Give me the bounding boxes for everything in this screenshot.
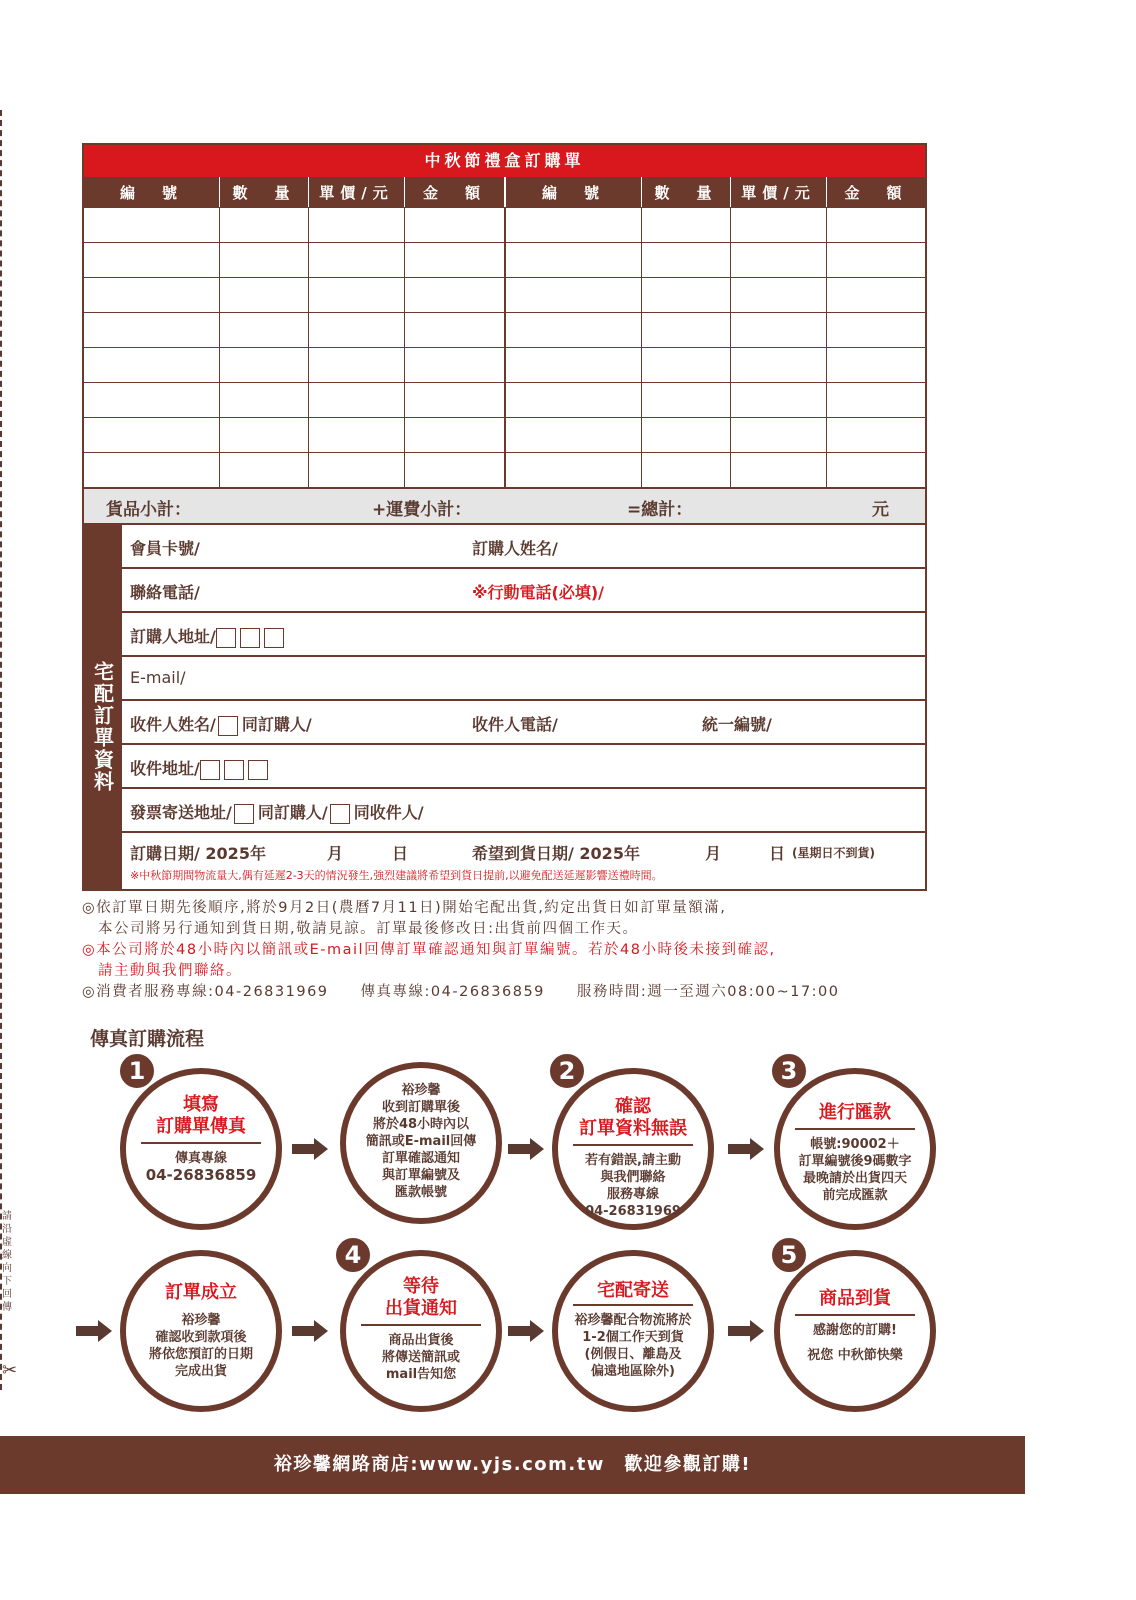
order-cell[interactable] (220, 313, 309, 347)
col-header: 金 額 (405, 177, 506, 207)
note-line: 請主動與我們聯絡。 (82, 963, 242, 979)
receiver-name-field[interactable]: 收件人姓名/ 同訂購人/ (130, 715, 312, 734)
delay-note: ※中秋節期間物流量大,偶有延遲2-3天的情況發生,強烈建議將希望到貨日提前,以避免配送延遲影響送禮時間。 (130, 869, 663, 882)
month-label: 月 (327, 844, 344, 863)
receiver-row (122, 701, 925, 745)
zip-box[interactable] (224, 760, 244, 780)
step-text: 商品出貨後 (388, 1333, 454, 1348)
mobile-field[interactable]: ※行動電話(必填)/ (472, 583, 605, 602)
arrow-right-icon (292, 1320, 328, 1342)
step-text: 感謝您的訂購! (813, 1323, 897, 1338)
tax-id-field[interactable]: 統一編號/ (702, 715, 772, 734)
buyer-address-row (122, 613, 925, 657)
email-field[interactable]: E-mail/ (130, 668, 186, 687)
order-cell[interactable] (827, 313, 925, 347)
order-cell[interactable] (731, 208, 827, 242)
col-header: 編 號 (506, 177, 642, 207)
step-text: 與訂單編號及 (381, 1168, 460, 1183)
step-title: 訂單資料無誤 (579, 1118, 687, 1139)
order-cell[interactable] (405, 348, 506, 382)
grand-total-label: =總計： (627, 500, 693, 520)
order-cell[interactable] (84, 383, 220, 417)
phone-row (122, 569, 925, 613)
order-cell[interactable] (220, 383, 309, 417)
step-text: 前完成匯款 (822, 1188, 888, 1203)
step-text: 帳號:90002＋ (810, 1137, 900, 1152)
invoice-same-receiver-checkbox[interactable] (330, 804, 350, 824)
arrow-right-icon (508, 1320, 544, 1342)
footer-banner: 裕珍馨網路商店:www.yjs.com.tw 歡迎參觀訂購! (0, 1436, 1025, 1494)
order-cell[interactable] (220, 418, 309, 452)
hope-date-field[interactable]: 希望到貨日期/ 2025年 (472, 844, 640, 863)
order-cell[interactable] (642, 243, 731, 277)
order-cell[interactable] (220, 348, 309, 382)
step-receive-order (340, 1062, 502, 1224)
zip-box[interactable] (264, 628, 284, 648)
order-cell[interactable] (506, 348, 642, 382)
step-text: mail告知您 (385, 1367, 457, 1382)
order-cell[interactable] (309, 313, 405, 347)
step-text: 訂單確認通知 (381, 1151, 460, 1166)
step-remit (774, 1068, 936, 1230)
order-cell[interactable] (405, 383, 506, 417)
cut-line (0, 110, 2, 1390)
step-text: 將於48小時內以 (372, 1117, 470, 1132)
step-text: 完成出貨 (174, 1364, 227, 1379)
step-text: 裕珍馨 (401, 1083, 441, 1098)
order-cell[interactable] (642, 453, 731, 487)
member-row (122, 525, 925, 569)
step-title: 等待 (403, 1276, 439, 1297)
order-cell[interactable] (405, 208, 506, 242)
order-cell[interactable] (506, 383, 642, 417)
side-note: 請沿虛線向下回傳 (2, 1211, 12, 1313)
order-cell[interactable] (827, 208, 925, 242)
step-text: 若有錯誤,請主動 (585, 1153, 681, 1168)
step-text: 傳真專線 (174, 1151, 227, 1166)
date-row (122, 833, 925, 889)
order-date-field[interactable]: 訂購日期/ 2025年 (130, 844, 266, 863)
order-cell[interactable] (506, 208, 642, 242)
order-cell[interactable] (84, 348, 220, 382)
shipping-subtotal-label: +運費小計： (372, 500, 472, 520)
col-header: 單價/元 (731, 177, 827, 207)
note-line: ◎本公司將於48小時內以簡訊或E-mail回傳訂單確認通知與訂單編號。若於48小時後未接到確認, (82, 942, 776, 958)
step-text: 匯款帳號 (394, 1185, 447, 1200)
order-cell[interactable] (309, 243, 405, 277)
day-label: 日 (392, 844, 409, 863)
step-text: 將傳送簡訊或 (381, 1350, 460, 1365)
order-cell[interactable] (827, 453, 925, 487)
step-number: 4 (334, 1236, 372, 1274)
phone-field[interactable]: 聯絡電話/ (130, 583, 200, 602)
invoice-same-buyer-checkbox[interactable] (234, 804, 254, 824)
order-cell[interactable] (405, 313, 506, 347)
step-title: 宅配寄送 (597, 1280, 669, 1301)
table-row (84, 242, 925, 277)
order-cell[interactable] (309, 418, 405, 452)
step-arrival (774, 1250, 936, 1412)
table-row (84, 452, 925, 487)
order-cell[interactable] (827, 418, 925, 452)
buyer-address-field[interactable]: 訂購人地址/ (130, 624, 288, 648)
order-cell[interactable] (309, 453, 405, 487)
step-number: 2 (548, 1052, 586, 1090)
member-card-field[interactable]: 會員卡號/ (130, 539, 200, 558)
order-cell[interactable] (642, 208, 731, 242)
order-cell[interactable] (731, 453, 827, 487)
zip-box[interactable] (216, 628, 236, 648)
day-label: 日 (769, 844, 786, 863)
step-text: 祝您 中秋節快樂 (807, 1348, 903, 1363)
order-cell[interactable] (405, 453, 506, 487)
note-line: 本公司將另行通知到貨日期,敬請見諒。訂單最後修改日:出貨前四個工作天。 (82, 921, 639, 937)
arrow-right-icon (728, 1320, 764, 1342)
receiver-phone-field[interactable]: 收件人電話/ (472, 715, 558, 734)
order-cell[interactable] (84, 243, 220, 277)
order-cell[interactable] (731, 383, 827, 417)
step-fill-form (120, 1068, 282, 1230)
step-number: 1 (118, 1052, 156, 1090)
order-cell[interactable] (506, 313, 642, 347)
step-title: 商品到貨 (819, 1288, 891, 1309)
col-header: 數 量 (220, 177, 309, 207)
arrow-right-icon (728, 1138, 764, 1160)
table-row (84, 347, 925, 382)
arrow-right-icon (76, 1320, 112, 1342)
step-text: 訂單編號後9碼數字 (798, 1154, 912, 1169)
step-number: 5 (770, 1236, 808, 1274)
order-cell[interactable] (405, 418, 506, 452)
invoice-address-field[interactable]: 發票寄送地址/ 同訂購人/ 同收件人/ (130, 803, 424, 822)
form-title: 中秋節禮盒訂購單 (84, 145, 925, 177)
order-cell[interactable] (642, 348, 731, 382)
step-number: 3 (770, 1052, 808, 1090)
step-title: 訂單成立 (165, 1282, 237, 1303)
table-header (84, 177, 925, 207)
step-text: 確認收到款項後 (155, 1330, 247, 1345)
order-cell[interactable] (405, 278, 506, 312)
order-cell[interactable] (731, 243, 827, 277)
step-text: 裕珍馨 (181, 1313, 221, 1328)
zip-box[interactable] (240, 628, 260, 648)
step-text: 04-26831969 (585, 1204, 681, 1219)
step-text: (例假日、離島及 (584, 1347, 682, 1362)
order-cell[interactable] (506, 418, 642, 452)
step-confirm-order (552, 1068, 714, 1230)
zip-box[interactable] (200, 760, 220, 780)
order-cell[interactable] (731, 418, 827, 452)
step-title: 填寫 (183, 1094, 219, 1115)
note-line: ◎消費者服務專線:04-26831969 傳真專線:04-26836859 服務時間:週一至週六08:00~17:00 (82, 984, 840, 1000)
receiver-address-row (122, 745, 925, 789)
order-cell[interactable] (84, 278, 220, 312)
order-cell[interactable] (84, 418, 220, 452)
order-cell[interactable] (309, 348, 405, 382)
step-text: 1-2個工作天到貨 (582, 1330, 684, 1345)
order-cell[interactable] (84, 208, 220, 242)
step-title: 出貨通知 (385, 1298, 457, 1319)
month-label: 月 (705, 844, 722, 863)
no-sunday-note: (星期日不到貨) (792, 846, 875, 860)
step-text: 偏遠地區除外) (591, 1364, 675, 1379)
step-text: 04-26836859 (145, 1166, 257, 1184)
step-order-established (120, 1250, 282, 1412)
col-header: 數 量 (642, 177, 731, 207)
order-cell[interactable] (642, 383, 731, 417)
order-cell[interactable] (827, 243, 925, 277)
order-cell[interactable] (827, 278, 925, 312)
col-header: 編 號 (84, 177, 220, 207)
order-cell[interactable] (642, 313, 731, 347)
step-text: 服務專線 (606, 1187, 659, 1202)
order-cell[interactable] (405, 243, 506, 277)
order-cell[interactable] (731, 278, 827, 312)
order-cell[interactable] (827, 348, 925, 382)
email-row (122, 657, 925, 701)
table-row (84, 382, 925, 417)
total-bar (84, 487, 925, 523)
step-text: 將依您預訂的日期 (148, 1347, 253, 1362)
step-text: 裕珍馨配合物流將於 (574, 1313, 692, 1328)
notes (82, 898, 840, 1003)
order-cell[interactable] (642, 278, 731, 312)
step-title: 進行匯款 (819, 1102, 891, 1123)
order-rows (84, 207, 925, 487)
step-text: 與我們聯絡 (600, 1170, 666, 1185)
note-line: ◎依訂單日期先後順序,將於9月2日(農曆7月11日)開始宅配出貨,約定出貨日如訂單量額滿, (82, 900, 727, 916)
order-cell[interactable] (220, 278, 309, 312)
same-buyer-checkbox[interactable] (218, 716, 238, 736)
order-cell[interactable] (309, 208, 405, 242)
step-text: 最晚請於出貨四天 (802, 1171, 907, 1186)
buyer-name-field[interactable]: 訂購人姓名/ (472, 539, 558, 558)
table-row (84, 207, 925, 242)
step-title: 確認 (615, 1096, 651, 1117)
scissors-icon: ✂ (2, 1360, 18, 1381)
arrow-right-icon (508, 1138, 544, 1160)
order-cell[interactable] (220, 453, 309, 487)
col-header: 金 額 (844, 183, 908, 202)
order-cell[interactable] (84, 453, 220, 487)
invoice-row (122, 789, 925, 833)
order-form (82, 143, 927, 891)
table-row (84, 312, 925, 347)
order-cell[interactable] (731, 313, 827, 347)
step-title: 訂購單傳真 (156, 1116, 246, 1137)
order-cell[interactable] (642, 418, 731, 452)
arrow-right-icon (292, 1138, 328, 1160)
order-cell[interactable] (731, 348, 827, 382)
delivery-section (84, 523, 925, 889)
currency-unit: 元 (872, 500, 889, 520)
order-cell[interactable] (309, 278, 405, 312)
order-cell[interactable] (220, 243, 309, 277)
receiver-address-field[interactable]: 收件地址/ (130, 756, 272, 780)
table-row (84, 277, 925, 312)
order-cell[interactable] (506, 278, 642, 312)
order-cell[interactable] (506, 243, 642, 277)
step-home-delivery (552, 1250, 714, 1412)
step-text: 簡訊或E-mail回傳 (365, 1134, 477, 1149)
order-cell[interactable] (309, 383, 405, 417)
order-cell[interactable] (220, 208, 309, 242)
order-cell[interactable] (827, 383, 925, 417)
step-shipping-notice (340, 1250, 502, 1412)
col-header: 單價/元 (309, 177, 405, 207)
step-text: 收到訂購單後 (381, 1100, 460, 1115)
goods-subtotal-label: 貨品小計： (106, 500, 191, 520)
delivery-label: 宅配訂單資料 (84, 525, 122, 889)
zip-box[interactable] (248, 760, 268, 780)
table-row (84, 417, 925, 452)
flow-title: 傳真訂購流程 (90, 1028, 205, 1050)
order-cell[interactable] (84, 313, 220, 347)
order-cell[interactable] (506, 453, 642, 487)
